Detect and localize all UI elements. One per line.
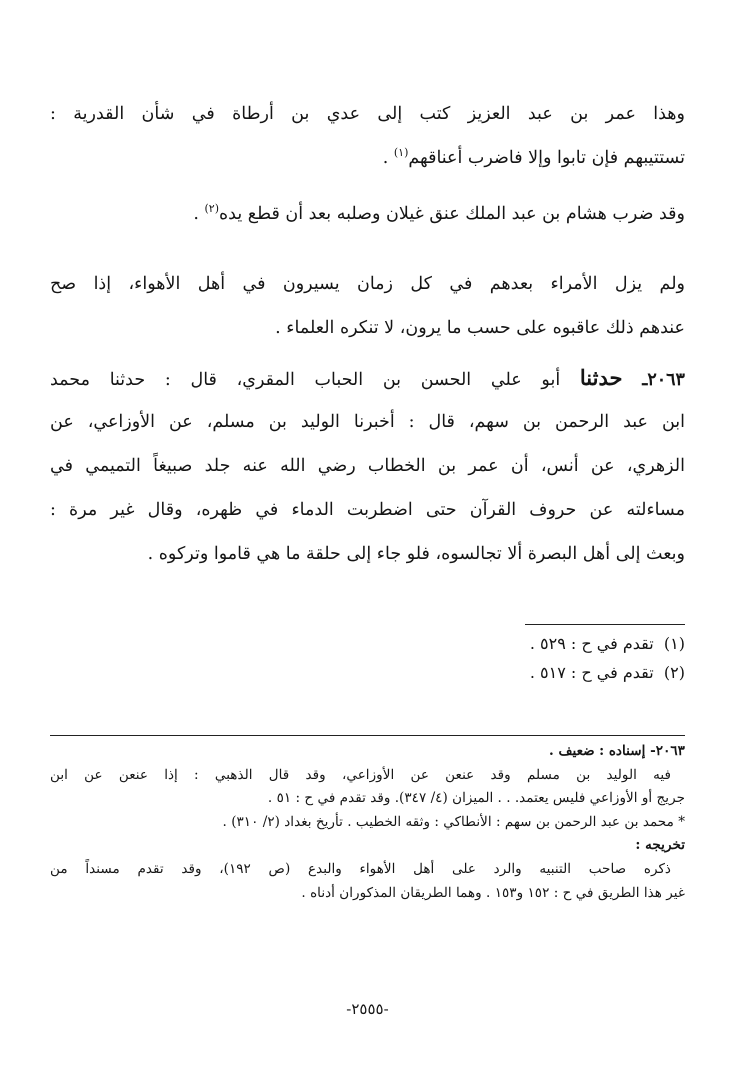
body-text: أبو علي الحسن بن الحباب المقري، قال : حدثنا محمد <box>50 370 561 390</box>
paragraph-hisham-ghaylan <box>50 192 685 236</box>
commentary-separator <box>50 735 685 736</box>
body-line: ابن عبد الرحمن بن سهم، قال : أخبرنا الوليد بن مسلم، عن الأوزاعي، عن <box>50 412 685 432</box>
footnote-text: تقدم في ح : ٥١٧ . <box>529 663 654 682</box>
haddathana-word: حدثنا <box>579 365 623 390</box>
footnote-2 <box>530 660 685 686</box>
body-line: عندهم ذلك عاقبوه على حسب ما يرون، لا تنكره العلماء . <box>275 318 685 338</box>
footnote-reference-1[interactable]: (١) <box>393 146 409 160</box>
isnad-value: ضعيف . <box>548 743 595 759</box>
footnote-separator <box>525 624 685 625</box>
body-line: وهذا عمر بن عبد العزيز كتب إلى عدي بن أرطاة في شأن القدرية : <box>50 104 685 124</box>
paragraph-umara <box>50 262 685 350</box>
footnote-marker: (٢) <box>663 663 685 682</box>
body-text: وقد ضرب هشام بن عبد الملك عنق غيلان وصلبه بعد أن قطع يده <box>219 204 685 224</box>
body-text: . <box>382 148 394 168</box>
isnad-label: ٢٠٦٣- إسناده : <box>599 743 685 759</box>
commentary-line: غير هذا الطريق في ح : ١٥٢ و١٥٣ . وهما الطريقان المذكوران أدناه . <box>301 884 685 901</box>
body-line: الزهري، عن أنس، أن عمر بن الخطاب رضي الله عنه جلد صبيغاً التميمي في <box>50 456 685 476</box>
commentary-line: جريج أو الأوزاعي فليس يعتمد. . . الميزان (٤/ ٣٤٧). وقد تقدم في ح : ٥١ . <box>267 790 685 807</box>
footnote-text: تقدم في ح : ٥٢٩ . <box>529 634 654 653</box>
commentary-line: * محمد بن عبد الرحمن بن سهم : الأنطاكي : وثقه الخطيب . تأريخ بغداد (٢/ ٣١٠) . <box>222 813 685 830</box>
paragraph-umar-qadariyya <box>50 92 685 180</box>
body-line <box>50 136 685 180</box>
commentary-line <box>50 740 685 764</box>
body-text: . <box>193 204 205 224</box>
commentary-section <box>50 740 685 905</box>
footnote-1 <box>530 631 685 657</box>
takhrij-label: تخريجه : <box>635 837 685 854</box>
body-line: مساءلته عن حروف القرآن حتى اضطربت الدماء في ظهره، وقال غير مرة : <box>50 500 685 520</box>
commentary-line: فيه الوليد بن مسلم وقد عنعن عن الأوزاعي، وقد قال الذهبي : إذا عنعن عن ابن <box>50 766 671 783</box>
footnote-reference-2[interactable]: (٢) <box>204 202 219 216</box>
hadith-2063 <box>50 356 685 576</box>
commentary-line: ذكره صاحب التنبيه والرد على أهل الأهواء والبدع (ص ١٩٢)، وقد تقدم مسنداً من <box>50 860 671 877</box>
page-number: -٢٥٥٥- <box>346 1000 389 1018</box>
body-line <box>50 192 685 236</box>
body-line: ولم يزل الأمراء بعدهم في كل زمان يسيرون في أهل الأهواء، إذا صح <box>50 274 685 294</box>
body-line: وبعث إلى أهل البصرة ألا تجالسوه، فلو جاء إلى حلقة ما هي قاموا وتركوه . <box>147 544 685 564</box>
hadith-number: ٢٠٦٣ـ <box>642 370 685 390</box>
body-text: تستتيبهم فإن تابوا وإلا فاضرب أعناقهم <box>408 148 685 168</box>
body-line <box>50 356 685 400</box>
footnote-marker: (١) <box>663 634 685 653</box>
